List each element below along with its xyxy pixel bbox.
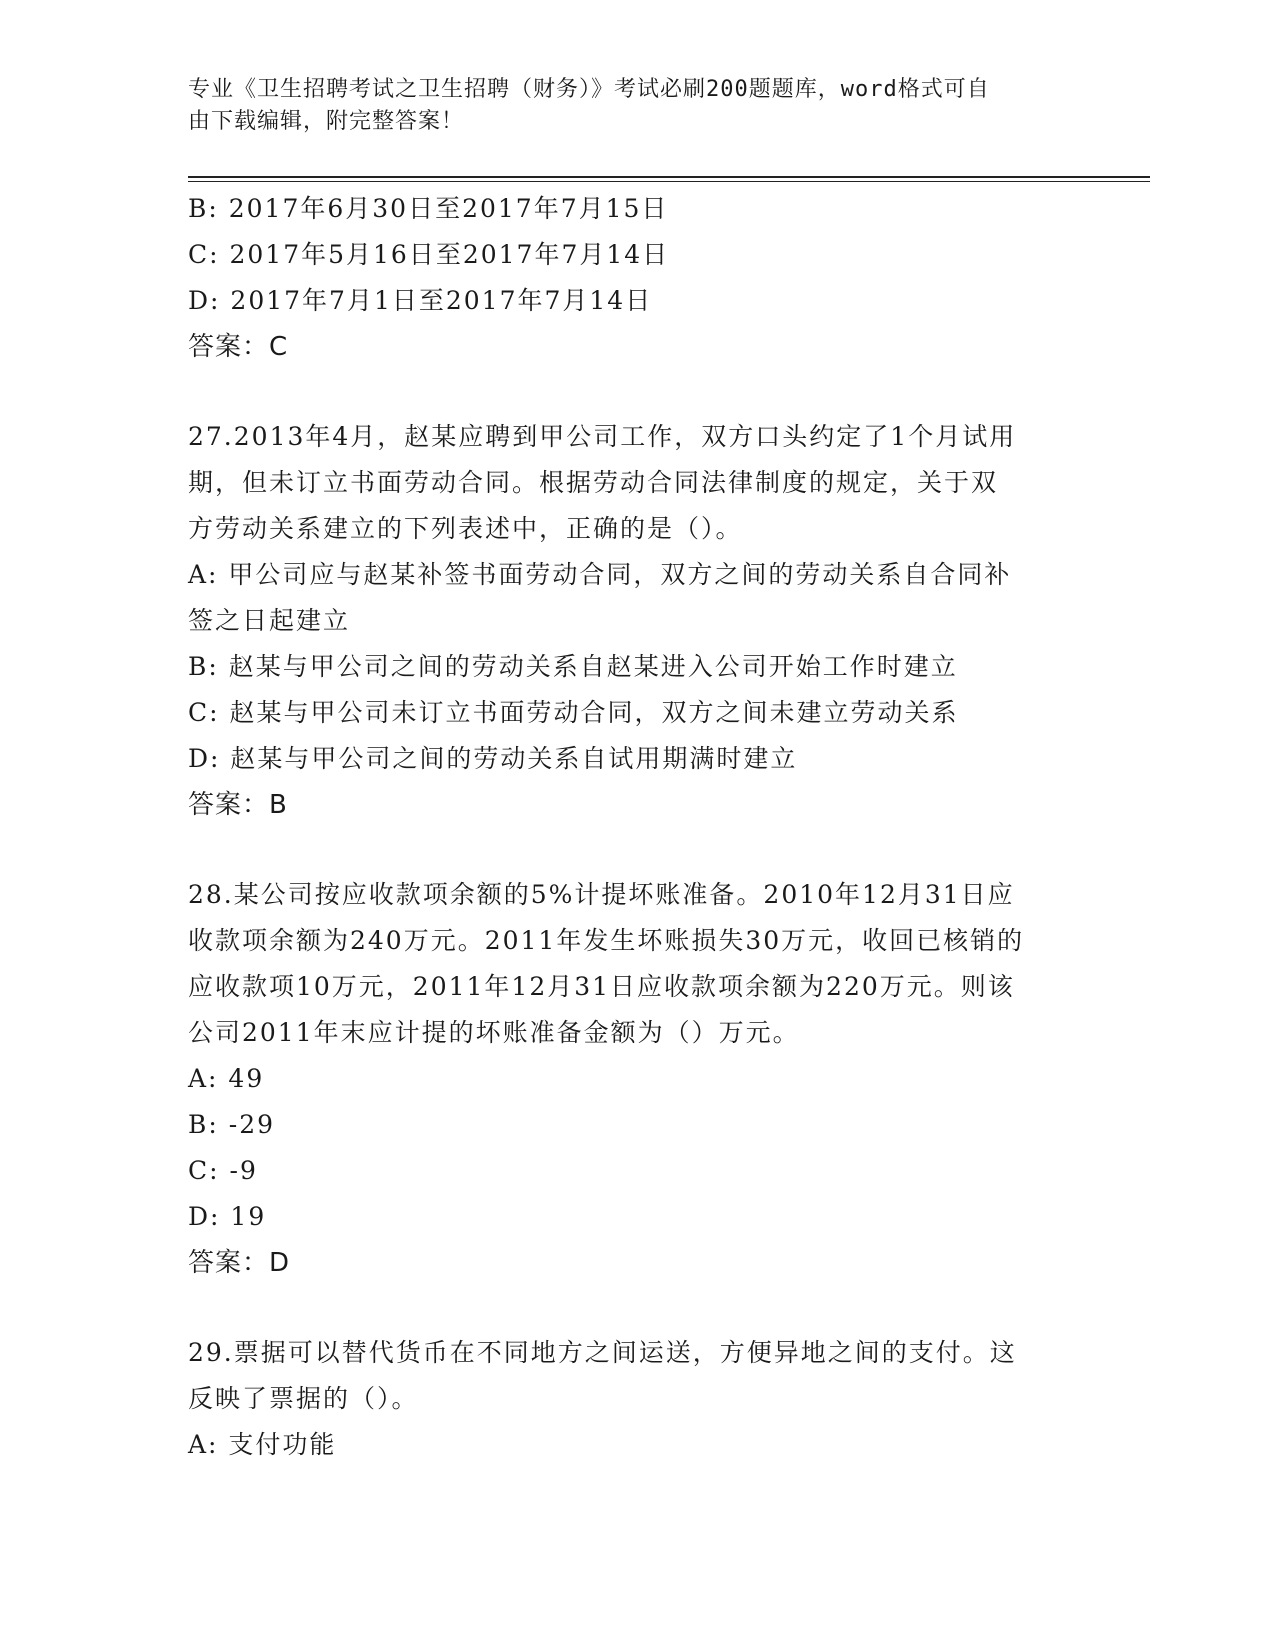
question-stem-line: 27.2013年4月，赵某应聘到甲公司工作，双方口头约定了1个月试用: [188, 422, 1017, 451]
question-26-tail: [188, 186, 1088, 370]
question-29: [188, 1330, 1088, 1468]
option-a-continued: 签之日起建立: [188, 606, 351, 635]
answer-line: 答案：B: [188, 790, 288, 820]
option-c: C: 赵某与甲公司未订立书面劳动合同，双方之间未建立劳动关系: [188, 698, 959, 727]
question-stem-line: 29.票据可以替代货币在不同地方之间运送，方便异地之间的支付。这: [188, 1338, 1017, 1367]
option-d: D: 2017年7月1日至2017年7月14日: [188, 286, 653, 315]
header-divider-thin: [188, 181, 1150, 182]
question-stem-line: 应收款项10万元，2011年12月31日应收款项余额为220万元。则该: [188, 972, 1015, 1001]
question-stem-line: 方劳动关系建立的下列表述中，正确的是（）。: [188, 514, 743, 543]
spacer: [188, 1286, 1088, 1330]
question-stem-line: 28.某公司按应收款项余额的5%计提坏账准备。2010年12月31日应: [188, 880, 1015, 909]
option-a: A: 49: [188, 1064, 265, 1093]
answer-line: 答案：D: [188, 1248, 291, 1278]
header-line: 由下载编辑，附完整答案！: [188, 109, 465, 134]
option-b: B: 2017年6月30日至2017年7月15日: [188, 194, 669, 223]
option-b: B: 赵某与甲公司之间的劳动关系自赵某进入公司开始工作时建立: [188, 652, 958, 681]
spacer: [188, 828, 1088, 872]
option-c: C: -9: [188, 1156, 258, 1185]
option-a: A: 甲公司应与赵某补签书面劳动合同，双方之间的劳动关系自合同补: [188, 560, 1012, 589]
option-b: B: -29: [188, 1110, 275, 1139]
answer-line: 答案：C: [188, 332, 289, 362]
option-d: D: 赵某与甲公司之间的劳动关系自试用期满时建立: [188, 744, 798, 773]
question-stem-line: 公司2011年末应计提的坏账准备金额为（）万元。: [188, 1018, 800, 1047]
question-28: [188, 872, 1088, 1286]
header-divider-thick: [188, 176, 1150, 178]
question-stem-line: 收款项余额为240万元。2011年发生坏账损失30万元，收回已核销的: [188, 926, 1025, 955]
option-c: C: 2017年5月16日至2017年7月14日: [188, 240, 670, 269]
question-27: [188, 414, 1088, 828]
question-list: [188, 186, 1088, 1468]
question-stem-line: 反映了票据的（）。: [188, 1384, 419, 1413]
header-line: 专业《卫生招聘考试之卫生招聘（财务）》考试必刷200题题库，word格式可自: [188, 77, 990, 102]
spacer: [188, 370, 1088, 414]
question-stem-line: 期，但未订立书面劳动合同。根据劳动合同法律制度的规定，关于双: [188, 468, 999, 497]
document-header: [188, 74, 1068, 138]
option-a: A: 支付功能: [188, 1430, 337, 1459]
option-d: D: 19: [188, 1202, 267, 1231]
